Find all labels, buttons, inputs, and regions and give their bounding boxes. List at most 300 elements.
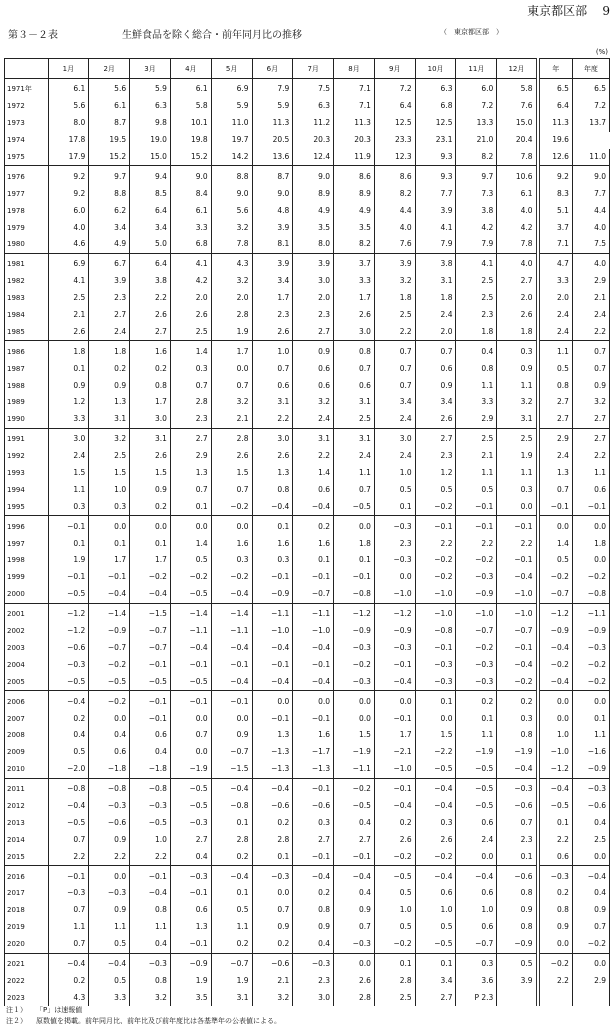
- value-cell: 8.5: [130, 185, 171, 202]
- value-cell: 0.5: [415, 481, 456, 498]
- table-row: [5, 516, 610, 535]
- value-cell: 1.1: [48, 919, 89, 936]
- value-cell: −0.6: [48, 640, 89, 657]
- value-cell: −0.8: [211, 798, 252, 815]
- value-cell: 0.1: [572, 710, 609, 727]
- header-cell: 2月: [89, 59, 130, 79]
- value-cell: 0.7: [252, 360, 293, 377]
- value-cell: 1.1: [538, 341, 573, 360]
- value-cell: −0.6: [252, 953, 293, 972]
- value-cell: 6.1: [170, 202, 211, 219]
- table-row: [5, 236, 610, 253]
- value-cell: −0.2: [572, 673, 609, 690]
- value-cell: 8.9: [334, 185, 375, 202]
- value-cell: 2.5: [334, 411, 375, 428]
- value-cell: −0.3: [130, 798, 171, 815]
- value-cell: 7.3: [456, 185, 497, 202]
- value-cell: 1.6: [252, 535, 293, 552]
- value-cell: −0.6: [497, 866, 538, 885]
- table-row: [5, 691, 610, 710]
- value-cell: −1.0: [497, 586, 538, 603]
- value-cell: 0.5: [89, 936, 130, 953]
- value-cell: −1.9: [334, 744, 375, 761]
- value-cell: −0.7: [456, 936, 497, 953]
- value-cell: 6.9: [48, 253, 89, 272]
- value-cell: 0.0: [252, 691, 293, 710]
- value-cell: 1.7: [211, 341, 252, 360]
- value-cell: −1.0: [497, 603, 538, 622]
- value-cell: −0.1: [48, 866, 89, 885]
- value-cell: 1.0: [538, 727, 573, 744]
- value-cell: −0.1: [374, 710, 415, 727]
- note-label: 注１）: [6, 1006, 27, 1014]
- value-cell: 1.5: [48, 465, 89, 482]
- value-cell: 2.2: [572, 448, 609, 465]
- value-cell: −0.7: [497, 623, 538, 640]
- value-cell: −0.4: [211, 778, 252, 797]
- value-cell: 1.1: [334, 465, 375, 482]
- value-cell: 4.0: [497, 202, 538, 219]
- value-cell: −0.4: [211, 866, 252, 885]
- value-cell: 1.1: [572, 465, 609, 482]
- value-cell: 0.9: [89, 377, 130, 394]
- value-cell: 0.0: [538, 691, 573, 710]
- value-cell: −0.8: [48, 778, 89, 797]
- value-cell: 0.0: [456, 848, 497, 865]
- value-cell: 1.7: [130, 394, 171, 411]
- value-cell: 6.3: [130, 98, 171, 115]
- value-cell: 0.8: [538, 902, 573, 919]
- value-cell: 3.2: [497, 394, 538, 411]
- value-cell: −0.2: [374, 936, 415, 953]
- value-cell: −0.8: [130, 778, 171, 797]
- value-cell: 1.4: [293, 465, 334, 482]
- value-cell: 0.7: [415, 341, 456, 360]
- value-cell: 0.1: [415, 691, 456, 710]
- value-cell: −0.4: [415, 798, 456, 815]
- value-cell: 9.8: [130, 115, 171, 132]
- value-cell: 0.2: [130, 498, 171, 515]
- value-cell: 7.5: [293, 79, 334, 98]
- value-cell: −0.3: [334, 673, 375, 690]
- value-cell: 1.1: [48, 481, 89, 498]
- value-cell: −0.4: [497, 761, 538, 778]
- value-cell: 2.0: [293, 290, 334, 307]
- value-cell: 0.7: [48, 902, 89, 919]
- value-cell: 12.4: [293, 149, 334, 166]
- value-cell: −2.1: [374, 744, 415, 761]
- value-cell: 3.2: [130, 989, 171, 1006]
- value-cell: 1.6: [130, 341, 171, 360]
- value-cell: −0.7: [89, 640, 130, 657]
- value-cell: 0.4: [130, 936, 171, 953]
- value-cell: 1.3: [170, 465, 211, 482]
- value-cell: 2.1: [572, 290, 609, 307]
- value-cell: −0.4: [293, 498, 334, 515]
- table-row: [5, 428, 610, 447]
- value-cell: 0.1: [415, 953, 456, 972]
- value-cell: −0.1: [374, 656, 415, 673]
- table-row: [5, 848, 610, 865]
- value-cell: 2.0: [211, 290, 252, 307]
- value-cell: −0.2: [497, 673, 538, 690]
- table-row: [5, 307, 610, 324]
- value-cell: 2.6: [415, 831, 456, 848]
- value-cell: 3.2: [211, 273, 252, 290]
- year-cell: 1980: [5, 236, 49, 253]
- value-cell: 3.1: [293, 428, 334, 447]
- value-cell: −1.0: [293, 623, 334, 640]
- value-cell: −1.4: [211, 603, 252, 622]
- value-cell: 12.5: [374, 115, 415, 132]
- table-row: [5, 115, 610, 132]
- value-cell: 2.9: [538, 428, 573, 447]
- value-cell: 3.2: [572, 394, 609, 411]
- value-cell: 1.3: [89, 394, 130, 411]
- value-cell: −0.3: [415, 656, 456, 673]
- value-cell: −0.9: [572, 623, 609, 640]
- value-cell: 4.7: [538, 253, 573, 272]
- value-cell: 1.0: [130, 831, 171, 848]
- value-cell: 0.6: [252, 377, 293, 394]
- value-cell: 2.2: [415, 535, 456, 552]
- value-cell: 0.1: [374, 498, 415, 515]
- value-cell: 3.2: [293, 394, 334, 411]
- value-cell: 0.5: [538, 360, 573, 377]
- value-cell: 2.3: [415, 448, 456, 465]
- value-cell: 6.1: [89, 98, 130, 115]
- value-cell: −0.6: [89, 814, 130, 831]
- value-cell: −0.3: [374, 516, 415, 535]
- value-cell: 1.5: [415, 727, 456, 744]
- value-cell: 3.9: [374, 253, 415, 272]
- value-cell: −0.1: [130, 656, 171, 673]
- value-cell: 2.6: [415, 411, 456, 428]
- year-cell: 1996: [5, 516, 49, 535]
- value-cell: −0.2: [538, 656, 573, 673]
- value-cell: 2.8: [211, 428, 252, 447]
- value-cell: −0.4: [48, 798, 89, 815]
- value-cell: −0.5: [170, 586, 211, 603]
- value-cell: 0.2: [538, 885, 573, 902]
- value-cell: −0.3: [334, 936, 375, 953]
- value-cell: 9.3: [415, 166, 456, 185]
- year-cell: 1990: [5, 411, 49, 428]
- value-cell: 0.8: [293, 902, 334, 919]
- value-cell: 3.9: [415, 202, 456, 219]
- value-cell: −0.3: [252, 866, 293, 885]
- value-cell: 2.6: [48, 323, 89, 340]
- value-cell: 1.3: [538, 465, 573, 482]
- value-cell: −0.3: [572, 640, 609, 657]
- value-cell: −1.2: [538, 603, 573, 622]
- table-row: [5, 710, 610, 727]
- value-cell: 2.9: [456, 411, 497, 428]
- value-cell: 3.0: [293, 989, 334, 1006]
- value-cell: 0.0: [170, 516, 211, 535]
- value-cell: 4.1: [48, 273, 89, 290]
- value-cell: 7.9: [252, 79, 293, 98]
- year-cell: 2008: [5, 727, 49, 744]
- year-cell: 1983: [5, 290, 49, 307]
- value-cell: 7.9: [415, 236, 456, 253]
- table-row: [5, 936, 610, 953]
- value-cell: 0.0: [572, 848, 609, 865]
- value-cell: 11.3: [252, 115, 293, 132]
- value-cell: 0.8: [130, 902, 171, 919]
- value-cell: −0.1: [415, 640, 456, 657]
- value-cell: −0.3: [415, 673, 456, 690]
- value-cell: 8.0: [48, 115, 89, 132]
- value-cell: −0.1: [48, 569, 89, 586]
- value-cell: 0.9: [538, 919, 573, 936]
- value-cell: 3.0: [334, 323, 375, 340]
- table-row: [5, 778, 610, 797]
- header-cell: 8月: [334, 59, 375, 79]
- notes: [6, 1005, 281, 1027]
- value-cell: 1.9: [497, 448, 538, 465]
- value-cell: −0.4: [415, 866, 456, 885]
- value-cell: 6.1: [48, 79, 89, 98]
- value-cell: 0.9: [572, 377, 609, 394]
- value-cell: 0.7: [374, 377, 415, 394]
- value-cell: 0.6: [572, 481, 609, 498]
- value-cell: 7.9: [456, 236, 497, 253]
- value-cell: −1.5: [130, 603, 171, 622]
- value-cell: 0.9: [48, 377, 89, 394]
- value-cell: 4.0: [497, 253, 538, 272]
- value-cell: 0.9: [211, 727, 252, 744]
- value-cell: 1.1: [211, 919, 252, 936]
- value-cell: 6.8: [170, 236, 211, 253]
- value-cell: −0.3: [170, 814, 211, 831]
- value-cell: 2.3: [456, 307, 497, 324]
- value-cell: −1.2: [48, 603, 89, 622]
- value-cell: 3.3: [456, 394, 497, 411]
- value-cell: 0.6: [456, 885, 497, 902]
- value-cell: 8.6: [334, 166, 375, 185]
- value-cell: 2.3: [497, 831, 538, 848]
- value-cell: 13.3: [456, 115, 497, 132]
- value-cell: −0.8: [89, 778, 130, 797]
- table-row: [5, 831, 610, 848]
- value-cell: −0.2: [170, 569, 211, 586]
- value-cell: 0.5: [456, 481, 497, 498]
- value-cell: 3.4: [252, 273, 293, 290]
- value-cell: 1.9: [48, 552, 89, 569]
- value-cell: −0.1: [211, 691, 252, 710]
- value-cell: −0.1: [293, 778, 334, 797]
- value-cell: 2.2: [374, 323, 415, 340]
- value-cell: 0.0: [538, 936, 573, 953]
- value-cell: 2.4: [48, 448, 89, 465]
- value-cell: −1.4: [89, 603, 130, 622]
- value-cell: −1.0: [415, 586, 456, 603]
- value-cell: 2.4: [456, 831, 497, 848]
- value-cell: −0.7: [211, 953, 252, 972]
- value-cell: 11.3: [334, 115, 375, 132]
- value-cell: 3.1: [415, 273, 456, 290]
- value-cell: 1.1: [456, 377, 497, 394]
- value-cell: −0.3: [497, 778, 538, 797]
- value-cell: 2.6: [211, 448, 252, 465]
- value-cell: −0.5: [456, 761, 497, 778]
- value-cell: 0.2: [211, 936, 252, 953]
- table-row: [5, 341, 610, 360]
- table-row: [5, 989, 610, 1006]
- value-cell: −0.3: [130, 953, 171, 972]
- value-cell: 19.8: [170, 132, 211, 149]
- value-cell: 8.6: [374, 166, 415, 185]
- value-cell: 0.0: [538, 710, 573, 727]
- value-cell: 9.7: [456, 166, 497, 185]
- value-cell: 3.4: [415, 972, 456, 989]
- value-cell: 0.7: [334, 360, 375, 377]
- value-cell: −0.9: [89, 623, 130, 640]
- value-cell: 4.2: [170, 273, 211, 290]
- value-cell: 2.8: [211, 831, 252, 848]
- value-cell: 0.2: [48, 710, 89, 727]
- value-cell: −0.4: [293, 673, 334, 690]
- value-cell: 0.4: [130, 744, 171, 761]
- value-cell: 7.6: [497, 98, 538, 115]
- value-cell: 0.0: [572, 516, 609, 535]
- value-cell: 0.0: [334, 953, 375, 972]
- value-cell: 3.1: [334, 428, 375, 447]
- value-cell: −0.9: [170, 953, 211, 972]
- value-cell: 0.4: [334, 814, 375, 831]
- value-cell: 2.6: [170, 307, 211, 324]
- value-cell: −1.0: [374, 586, 415, 603]
- value-cell: 19.0: [130, 132, 171, 149]
- value-cell: 6.2: [89, 202, 130, 219]
- value-cell: −0.1: [293, 569, 334, 586]
- value-cell: −0.1: [334, 569, 375, 586]
- value-cell: 0.1: [252, 516, 293, 535]
- header-year-cell: [5, 59, 49, 79]
- value-cell: 0.1: [456, 710, 497, 727]
- value-cell: 0.8: [130, 972, 171, 989]
- value-cell: 0.6: [456, 814, 497, 831]
- value-cell: −0.4: [211, 673, 252, 690]
- value-cell: 0.2: [293, 516, 334, 535]
- value-cell: 2.2: [456, 535, 497, 552]
- value-cell: 20.3: [334, 132, 375, 149]
- value-cell: −0.2: [415, 498, 456, 515]
- value-cell: −0.4: [211, 640, 252, 657]
- value-cell: −0.9: [538, 623, 573, 640]
- value-cell: −0.1: [130, 710, 171, 727]
- value-cell: 2.5: [497, 428, 538, 447]
- value-cell: 3.8: [415, 253, 456, 272]
- value-cell: −0.4: [415, 778, 456, 797]
- value-cell: 2.6: [252, 448, 293, 465]
- table-row: [5, 866, 610, 885]
- value-cell: −0.7: [130, 623, 171, 640]
- value-cell: 15.2: [89, 149, 130, 166]
- value-cell: −0.6: [572, 798, 609, 815]
- value-cell: 2.1: [211, 411, 252, 428]
- value-cell: −0.3: [456, 673, 497, 690]
- table-title: 生鮮食品を除く総合・前年同月比の推移: [122, 30, 302, 41]
- value-cell: 0.1: [48, 360, 89, 377]
- value-cell: 0.4: [334, 885, 375, 902]
- value-cell: 1.0: [89, 481, 130, 498]
- value-cell: 5.6: [211, 202, 252, 219]
- value-cell: 9.2: [538, 166, 573, 185]
- value-cell: −0.1: [456, 498, 497, 515]
- value-cell: 11.9: [334, 149, 375, 166]
- value-cell: −0.4: [497, 656, 538, 673]
- value-cell: 0.4: [89, 727, 130, 744]
- value-cell: 4.9: [334, 202, 375, 219]
- value-cell: 2.8: [211, 307, 252, 324]
- value-cell: 6.8: [415, 98, 456, 115]
- value-cell: 1.2: [48, 394, 89, 411]
- value-cell: −0.2: [334, 778, 375, 797]
- value-cell: 2.5: [374, 307, 415, 324]
- value-cell: 19.6: [538, 132, 573, 149]
- value-cell: 0.7: [170, 481, 211, 498]
- table-row: [5, 98, 610, 115]
- value-cell: 5.9: [130, 79, 171, 98]
- value-cell: 0.3: [497, 341, 538, 360]
- value-cell: 3.1: [130, 428, 171, 447]
- year-cell: 2022: [5, 972, 49, 989]
- value-cell: −0.2: [89, 656, 130, 673]
- value-cell: −0.9: [456, 586, 497, 603]
- value-cell: −0.4: [497, 569, 538, 586]
- value-cell: −1.8: [130, 761, 171, 778]
- value-cell: 4.1: [456, 253, 497, 272]
- value-cell: 1.7: [252, 290, 293, 307]
- value-cell: −0.1: [252, 656, 293, 673]
- value-cell: −1.2: [48, 623, 89, 640]
- value-cell: 2.8: [252, 831, 293, 848]
- value-cell: −1.3: [252, 744, 293, 761]
- value-cell: 3.1: [252, 394, 293, 411]
- value-cell: 2.9: [170, 448, 211, 465]
- value-cell: 4.9: [293, 202, 334, 219]
- value-cell: 3.2: [211, 219, 252, 236]
- value-cell: 2.5: [456, 273, 497, 290]
- value-cell: 0.2: [89, 360, 130, 377]
- value-cell: −1.1: [334, 761, 375, 778]
- value-cell: 0.2: [130, 360, 171, 377]
- value-cell: −0.5: [48, 673, 89, 690]
- value-cell: P 2.3: [456, 989, 497, 1006]
- value-cell: [497, 989, 538, 1006]
- value-cell: 11.2: [293, 115, 334, 132]
- header-cell: 年: [538, 59, 573, 79]
- value-cell: 0.0: [130, 516, 171, 535]
- year-cell: 1981: [5, 253, 49, 272]
- value-cell: 9.3: [415, 149, 456, 166]
- value-cell: 1.0: [374, 465, 415, 482]
- value-cell: 12.3: [374, 149, 415, 166]
- value-cell: 0.0: [572, 691, 609, 710]
- table-row: [5, 623, 610, 640]
- value-cell: −0.5: [170, 778, 211, 797]
- value-cell: 1.3: [252, 727, 293, 744]
- value-cell: 2.2: [130, 848, 171, 865]
- table-row: [5, 202, 610, 219]
- value-cell: −1.6: [572, 744, 609, 761]
- year-cell: 2017: [5, 885, 49, 902]
- value-cell: −0.2: [456, 552, 497, 569]
- value-cell: −0.1: [497, 516, 538, 535]
- value-cell: −1.5: [211, 761, 252, 778]
